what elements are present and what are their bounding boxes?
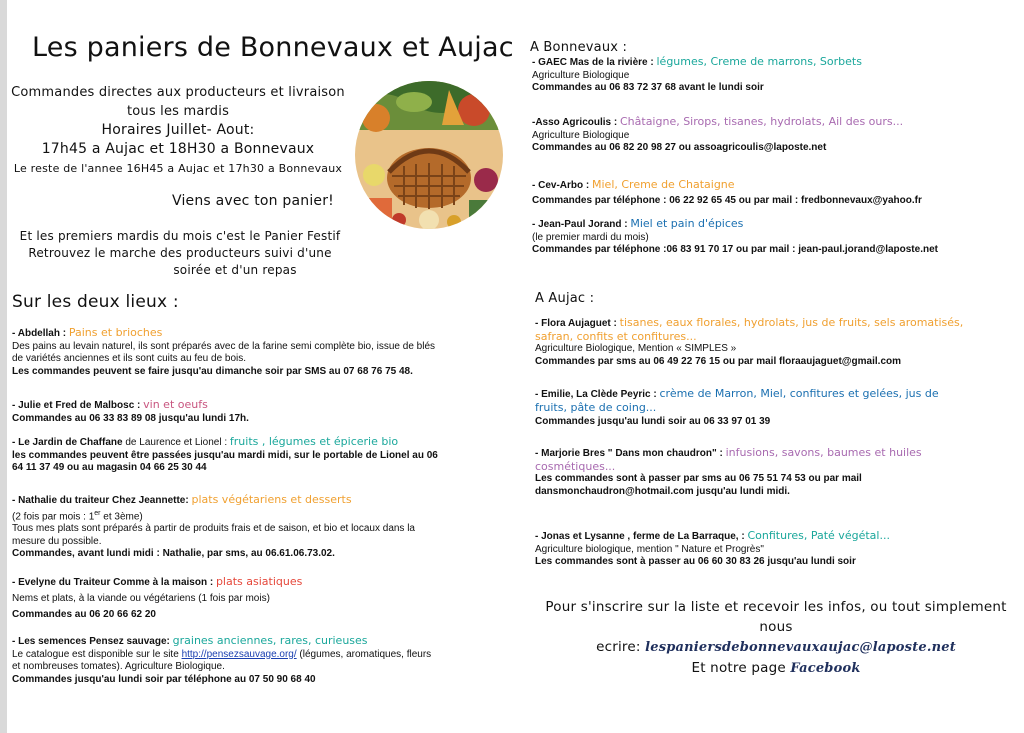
entry-name: - Emilie, La Clède Peyric : <box>535 389 660 400</box>
contact-email[interactable]: lespaniersdebonnevauxaujac@laposte.net <box>645 640 956 655</box>
entry-order: Commandes au 06 82 20 98 27 ou assoagricoulis@laposte.net <box>532 142 827 153</box>
aujac-header: A Aujac : <box>535 291 595 306</box>
viens-text: Viens avec ton panier! <box>171 193 334 209</box>
left-section-header: Sur les deux lieux : <box>12 292 179 312</box>
entry-evelyne <box>12 576 512 622</box>
entry-desc: Tous mes plats sont préparés à partir de produits frais et de saison, et bio et locaux dans la <box>12 523 415 535</box>
entry-order: Commandes par téléphone : 06 22 92 65 45 ou par mail : fredbonnevaux@yahoo.fr <box>532 194 922 206</box>
entry-name: - Nathalie du traiteur Chez Jeannette: <box>12 495 192 506</box>
facebook-page-link[interactable]: Facebook <box>790 661 861 676</box>
entry-desc: Agriculture Biologique <box>532 129 630 141</box>
entry-freq-rest: et 3ème) <box>100 510 143 522</box>
entry-products: tisanes, eaux florales, hydrolats, jus de fruits, sels aromatisés, <box>619 316 964 329</box>
entry-desc: Agriculture Biologique <box>532 69 630 81</box>
footer-line-2: ecrire: <box>596 639 646 655</box>
entry-name-rest: de Laurence et Lionel : <box>122 437 230 448</box>
entry-emilie <box>535 388 1023 429</box>
entry-products: plats asiatiques <box>215 575 303 588</box>
entry-products: fruits , légumes et épicerie bio <box>229 435 399 448</box>
entry-name: -Asso Agricoulis : <box>532 117 620 128</box>
entry-nathalie <box>12 494 512 561</box>
festif-block <box>10 228 350 279</box>
intro-line-1: Commandes directes aux producteurs et livraison <box>11 85 345 100</box>
entry-name: - GAEC Mas de la rivière : <box>532 57 657 68</box>
entry-order: Commandes jusqu'au lundi soir par téléphone au 07 50 90 68 40 <box>12 673 316 685</box>
entry-products-cont: fruits, pâte de coing... <box>535 400 657 414</box>
entry-order: Commandes par téléphone :06 83 91 70 17 ou par mail : jean-paul.jorand@laposte.net <box>532 244 938 255</box>
entry-name: - Flora Aujaguet : <box>535 318 620 329</box>
entry-order: Commandes au 06 83 72 37 68 avant le lundi soir <box>532 82 764 93</box>
entry-order: Commandes jusqu'au lundi soir au 06 33 97 01 39 <box>535 416 771 427</box>
entry-desc: Le catalogue est disponible sur le site <box>12 648 182 660</box>
intro-line-4: 17h45 a Aujac et 18H30 a Bonnevaux <box>41 141 315 157</box>
intro-block <box>8 83 348 178</box>
entry-products: vin et oeufs <box>143 398 208 411</box>
entry-products: plats végétariens et desserts <box>191 493 352 506</box>
entry-flora <box>535 317 1023 368</box>
entry-desc: (le premier mardi du mois) <box>532 231 649 243</box>
entry-order: les commandes peuvent être passées jusqu'au mardi midi, sur le portable de Lionel au 06 <box>12 449 438 461</box>
entry-order: Commandes au 06 33 83 89 08 jusqu'au lundi 17h. <box>12 412 249 424</box>
entry-name: - Marjorie Bres " Dans mon chaudron" : <box>535 448 726 459</box>
entry-freq-sup: er <box>94 509 101 517</box>
page-left-edge <box>0 0 7 733</box>
festif-line-1: Et les premiers mardis du mois c'est le Panier Festif <box>19 229 341 243</box>
entry-name: - Evelyne du Traiteur Comme à la maison : <box>12 577 216 588</box>
entry-products: légumes, Creme de marrons, Sorbets <box>656 55 862 68</box>
entry-desc: Agriculture biologique, mention " Nature et Progrès" <box>535 543 764 555</box>
entry-desc: Des pains au levain naturel, ils sont préparés avec de la farine semi complète bio, issue de blés <box>12 340 436 352</box>
entry-name: - Jonas et Lysanne , ferme de La Barraque, : <box>535 531 748 542</box>
footer-block <box>528 597 1024 679</box>
entry-order: Commandes, avant lundi midi : Nathalie, par sms, au 06.61.06.73.02. <box>12 548 335 560</box>
entry-name: - Cev-Arbo : <box>532 180 592 191</box>
entry-freq: (2 fois par mois : 1 <box>12 510 95 522</box>
intro-line-5: Le reste de l'annee 16H45 a Aujac et 17h30 a Bonnevaux <box>13 162 343 175</box>
entry-marjorie <box>535 447 1023 498</box>
entry-products: crème de Marron, Miel, confitures et gelées, jus de <box>659 387 939 400</box>
entry-order: 64 11 37 49 ou au magasin 04 66 25 30 44 <box>12 462 207 473</box>
footer-line-1: Pour s'inscrire sur la liste et recevoir les infos, ou tout simplement nous <box>545 599 1007 635</box>
entry-desc: Agriculture Biologique, Mention « SIMPLES » <box>535 343 737 354</box>
entry-abdellah <box>12 327 512 378</box>
entry-name: - Jean-Paul Jorand : <box>532 219 631 230</box>
entry-julie <box>12 399 512 425</box>
entry-products-cont: safran, confits et confitures... <box>535 329 697 343</box>
entry-desc-rest: (légumes, aromatiques, fleurs <box>296 648 432 660</box>
entry-desc: Nems et plats, à la viande ou végétariens (1 fois par mois) <box>12 592 270 604</box>
entry-agricoulis <box>532 116 1022 155</box>
entry-products: Châtaigne, Sirops, tisanes, hydrolats, Ail des ours... <box>619 115 904 128</box>
entry-cevarbo <box>532 179 1022 207</box>
entry-desc: de variétés anciennes et ils sont cuits au feu de bois. <box>12 353 247 364</box>
entry-chaffane <box>12 436 512 475</box>
entry-products: graines anciennes, rares, curieuses <box>172 634 368 647</box>
entry-products-cont: cosmétiques... <box>535 459 616 473</box>
entry-jonas <box>535 530 1023 569</box>
entry-gaec <box>532 56 1022 95</box>
entry-products: infusions, savons, baumes et huiles <box>725 446 922 459</box>
entry-desc: et nombreuses tomates). Agriculture Biologique. <box>12 661 225 672</box>
entry-products: Miel, Creme de Chataigne <box>592 178 735 191</box>
entry-products: Miel et pain d'épices <box>630 217 744 230</box>
festif-line-3: soirée et d'un repas <box>173 263 297 277</box>
festif-line-2: Retrouvez le marche des producteurs suivi d'une <box>28 246 332 260</box>
intro-line-3: Horaires Juillet- Aout: <box>101 122 255 138</box>
entry-products: Confitures, Paté végétal... <box>747 529 890 542</box>
entry-order: Les commandes sont à passer par sms au 06 75 51 74 53 ou par mail <box>535 473 862 484</box>
intro-line-2: tous les mardis <box>126 104 230 119</box>
entry-semences <box>12 635 512 686</box>
entry-name: - Les semences Pensez sauvage: <box>12 636 173 647</box>
entry-name: - Abdellah : <box>12 328 69 339</box>
entry-order: Commandes par sms au 06 49 22 76 15 ou par mail floraaujaguet@gmail.com <box>535 355 902 367</box>
entry-name: - Le Jardin de Chaffane <box>12 437 123 448</box>
entry-name: - Julie et Fred de Malbosc : <box>12 400 144 411</box>
bonnevaux-header: A Bonnevaux : <box>530 40 628 55</box>
entry-desc: mesure du possible. <box>12 535 102 547</box>
page-title: Les paniers de Bonnevaux et Aujac <box>32 32 514 63</box>
entry-jorand <box>532 218 1022 257</box>
entry-products: Pains et brioches <box>68 326 163 339</box>
entry-order: Commandes au 06 20 66 62 20 <box>12 609 156 620</box>
entry-order: dansmonchaudron@hotmail.com jusqu'au lundi midi. <box>535 485 790 497</box>
pensezsauvage-link[interactable]: http://pensezsauvage.org/ <box>181 648 297 660</box>
entry-order: Les commandes sont à passer au 06 60 30 83 26 jusqu'au lundi soir <box>535 556 856 567</box>
entry-order: Les commandes peuvent se faire jusqu'au dimanche soir par SMS au 07 68 76 75 48. <box>12 365 413 377</box>
footer-line-3: Et notre page <box>691 660 791 676</box>
